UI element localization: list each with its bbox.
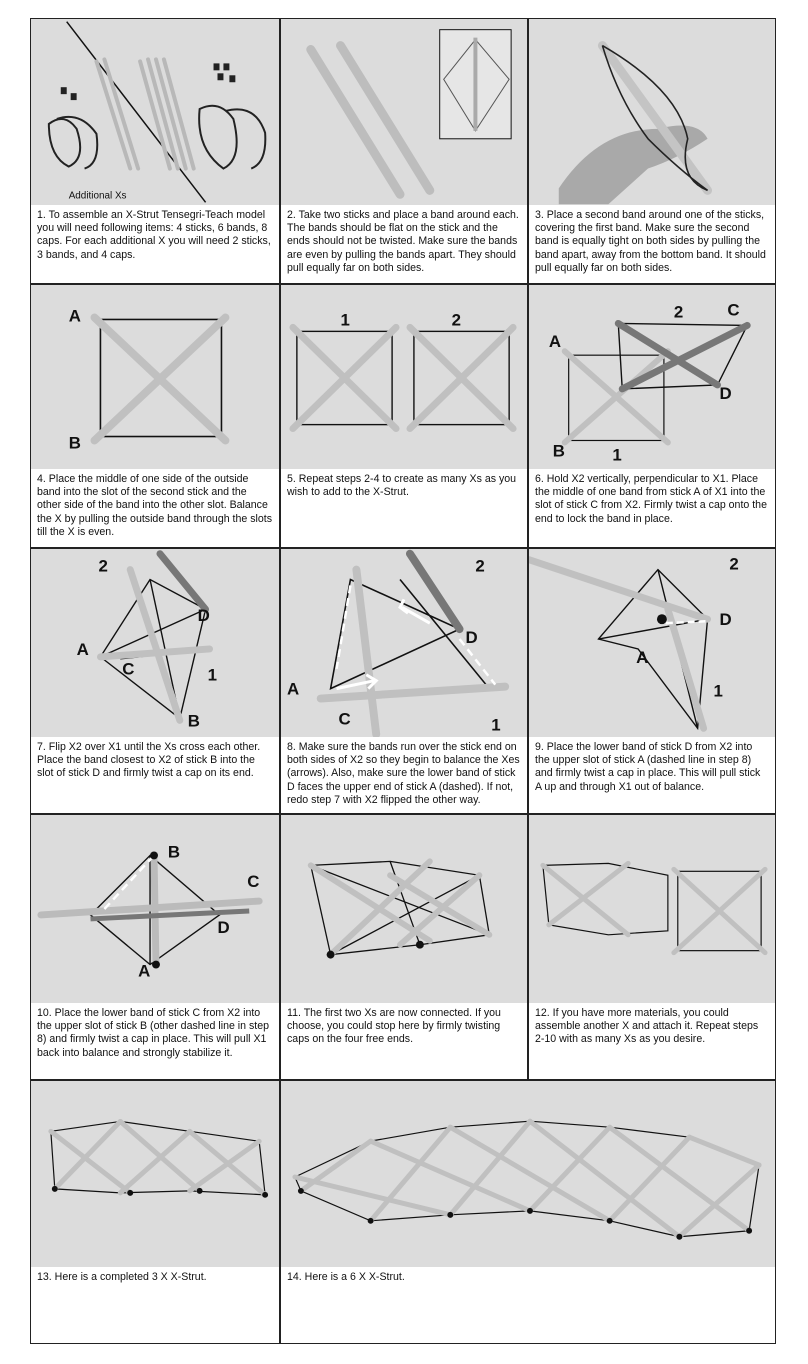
step-13-caption: 13. Here is a completed 3 X X-Strut. <box>37 1271 207 1283</box>
step-4-label-b: B <box>68 433 81 453</box>
step-6-label-b: B <box>552 441 565 461</box>
step-4-panel <box>30 284 280 548</box>
step-14-photo <box>281 1081 775 1267</box>
step-6-label-c: C <box>727 300 740 320</box>
step-8-panel <box>280 548 528 814</box>
step-5-caption: 5. Repeat steps 2-4 to create as many Xs as you wish to add to the X-Strut. <box>287 473 517 499</box>
step-12-photo <box>529 815 775 1003</box>
step-3-photo <box>529 19 775 205</box>
step-6-panel <box>528 284 776 548</box>
step-10-label-b: B <box>167 842 181 862</box>
step-4-caption: 4. Place the middle of one side of the outside band into the slot of the second stick and the other side of the band into the other slot. Balance the X by pulling the outside band through the slots till the X is even. <box>37 473 272 538</box>
step-4-photo <box>31 285 279 469</box>
step-1-panel <box>30 18 280 284</box>
step-9-label-d: D <box>719 610 732 630</box>
step-7-photo <box>31 549 279 737</box>
step-4-label-a: A <box>68 306 81 326</box>
step-10-photo <box>31 815 279 1003</box>
step-2-caption: 2. Take two sticks and place a band around each. The bands should be flat on the stick and the ends should not be twisted. Make sure the bands are even by pulling the bands apart. They should pull equally far on both sides. <box>287 209 519 274</box>
step-8-label-d: D <box>465 628 478 647</box>
step-3-panel <box>528 18 776 284</box>
step-2-panel <box>280 18 528 284</box>
step-10-panel <box>30 814 280 1080</box>
step-7-label-1: 1 <box>207 665 217 685</box>
step-13-photo <box>31 1081 279 1267</box>
step-8-label-a: A <box>286 679 300 699</box>
step-12-caption: 12. If you have more materials, you could assemble another X and attach it. Repeat steps 2-10 with as many Xs as you desire. <box>535 1007 759 1046</box>
step-11-panel <box>280 814 528 1080</box>
step-5-photo <box>281 285 527 469</box>
step-10-caption: 10. Place the lower band of stick C from X2 into the upper slot of stick B (other dashed line in step 8) and firmly twist a cap in place. This will pull X1 back into balance and strongly stabilize it. <box>37 1007 270 1059</box>
step-10-label-d: D <box>217 917 230 937</box>
step-1-photo <box>31 19 279 205</box>
step-3-caption: 3. Place a second band around one of the sticks, covering the first band. Make sure the second band is equally tight on both sides by pulling the band apart, away from the bottom band. It should pull equally far on both sides. <box>535 209 766 274</box>
step-14-panel <box>280 1080 776 1344</box>
step-6-photo <box>529 285 775 469</box>
step-1-caption: 1. To assemble an X-Strut Tensegri-Teach model you will need following items: 4 sticks, 6 bands, 8 caps. For each additional X you will need 2 sticks, 3 bands, and 4 caps. <box>37 209 271 261</box>
step-8-caption: 8. Make sure the bands run over the stick end on both sides of X2 so they begin to balance the Xes (arrows). Also, make sure the lower band of stick D faces the upper end of stick A (dashed). If not, redo step 7 with X2 flipped the other way. <box>287 741 520 806</box>
step-7-label-d: D <box>197 606 210 626</box>
step-5-panel <box>280 284 528 548</box>
step-9-label-1: 1 <box>713 681 723 701</box>
step-10-label-a: A <box>138 961 151 981</box>
step-6-label-d: D <box>719 383 732 403</box>
step-2-photo <box>281 19 527 205</box>
step-7-label-b: B <box>187 711 200 731</box>
step-9-label-2: 2 <box>729 554 739 574</box>
step-12-panel <box>528 814 776 1080</box>
step-6-label-2: 2 <box>673 302 684 322</box>
step-8-label-c: C <box>338 709 351 729</box>
step-10-label-c: C <box>247 872 260 892</box>
step-7-label-2: 2 <box>98 556 108 576</box>
step-7-label-c: C <box>122 659 135 679</box>
step-6-caption: 6. Hold X2 vertically, perpendicular to X1. Place the middle of one band from stick A of X1 into the slot of stick C from X2. Firmly twist a cap onto the end to lock the band in place. <box>535 473 767 525</box>
step-8-label-2: 2 <box>475 556 485 576</box>
step-13-panel <box>30 1080 280 1344</box>
step-9-label-a: A <box>636 647 649 667</box>
step-8-label-1: 1 <box>491 715 501 735</box>
step-5-label-2: 2 <box>451 310 462 330</box>
step-8-photo <box>281 549 527 737</box>
step-11-photo <box>281 815 527 1003</box>
step-6-label-a: A <box>548 332 562 352</box>
step-9-photo <box>529 549 775 737</box>
step-9-caption: 9. Place the lower band of stick D from X2 into the upper slot of stick A (dashed line in step 8) and firmly twist a cap in place. This will pull stick A up and through X1 out of balance. <box>535 741 761 793</box>
step-7-label-a: A <box>76 639 89 659</box>
step-14-caption: 14. Here is a 6 X X-Strut. <box>287 1271 405 1283</box>
step-11-caption: 11. The first two Xs are now connected. If you choose, you could stop here by firmly twisting caps on the four free ends. <box>287 1007 501 1046</box>
step-5-label-1: 1 <box>340 310 350 330</box>
step-1-overlay: Additional Xs <box>68 190 127 202</box>
step-7-panel <box>30 548 280 814</box>
step-9-panel <box>528 548 776 814</box>
step-6-label-1: 1 <box>612 445 622 465</box>
step-7-caption: 7. Flip X2 over X1 until the Xs cross each other. Place the band closest to X2 of stick B into the slot of stick D and firmly twist a cap on its end. <box>37 741 261 780</box>
